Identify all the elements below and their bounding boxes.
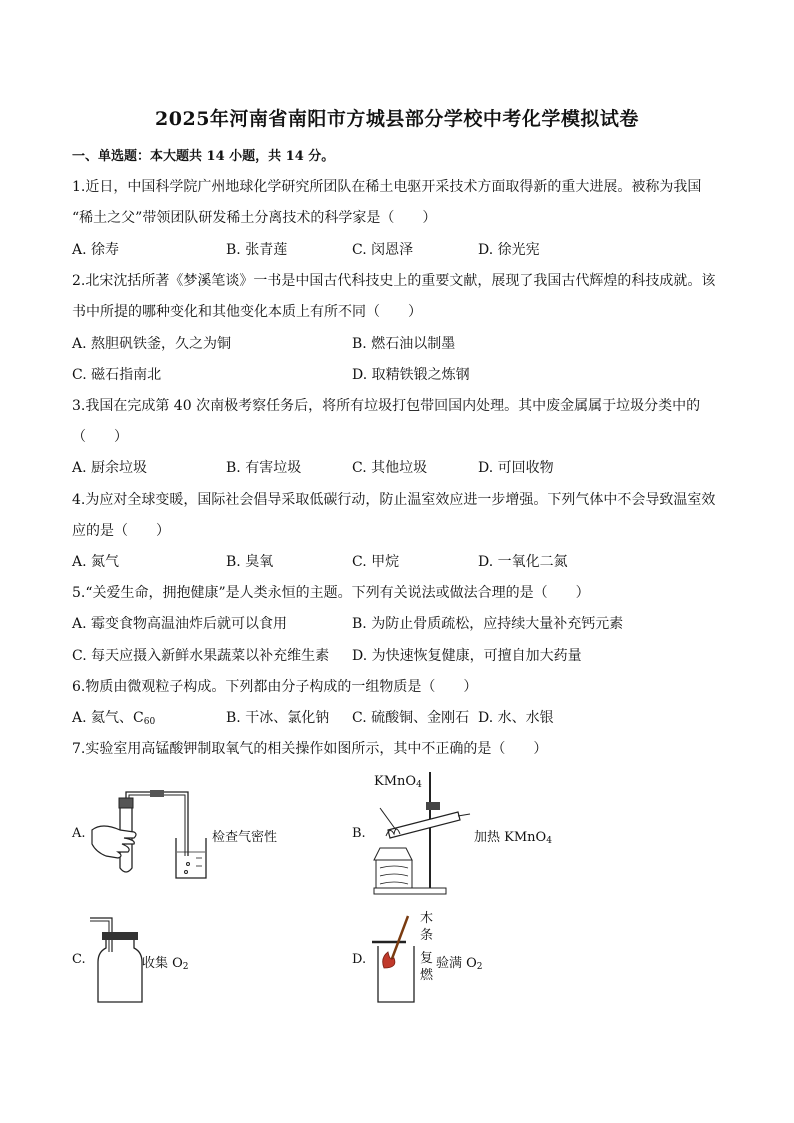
q7-fig-d-caption-subscript: 2 [476, 962, 483, 972]
section-heading: 一、单选题：本大题共 14 小题，共 14 分。 [72, 149, 335, 164]
q5-option-c: C. 每天应摄入新鲜水果蔬菜以补充维生素 [72, 648, 330, 664]
q7-fig-b-caption-text: 加热 KMnO [474, 830, 547, 845]
q7-fig-d-caption-text: 验满 O [436, 956, 477, 971]
q7-fig-d-wood-label [420, 910, 434, 944]
exam-title: 2025年河南省南阳市方城县部分学校中考化学模拟试卷 [155, 108, 639, 130]
q6-option-a-text: A. 氦气、C [72, 710, 144, 726]
q5-option-d: D. 为快速恢复健康，可擅自加大药量 [352, 648, 582, 664]
q3-option-d: D. 可回收物 [478, 460, 554, 476]
q4-option-d: D. 一氧化二氮 [478, 554, 568, 570]
q7-fig-b-caption [474, 826, 552, 846]
q7-fig-c-caption-subscript: 2 [182, 962, 189, 972]
q4-stem-line1: 4.为应对全球变暖，国际社会倡导采取低碳行动，防止温室效应进一步增强。下列气体中不会导致温室效 [72, 492, 716, 508]
q3-stem-line2: （ ） [72, 429, 128, 445]
q6-option-d: D. 水、水银 [478, 710, 554, 726]
q3-option-a: A. 厨余垃圾 [72, 460, 148, 476]
q4-option-a: A. 氮气 [72, 554, 120, 570]
q4-stem-line2: 应的是（ ） [72, 523, 170, 539]
q7-fig-c-letter: C. [72, 952, 86, 967]
q7-fig-b-caption-subscript: 4 [546, 836, 552, 846]
q7-fig-d-wood-char2: 条 [420, 928, 434, 943]
q6-option-c: C. 硫酸铜、金刚石 [352, 710, 470, 726]
q1-option-c: C. 闵恩泽 [352, 242, 414, 258]
oxygen-full-test-figure [370, 912, 426, 1008]
q7-fig-d-letter: D. [352, 952, 367, 967]
q7-fig-a-letter: A. [72, 826, 86, 841]
q6-option-a-subscript: 60 [143, 717, 156, 727]
q7-fig-c-caption-text: 收集 O [142, 956, 183, 971]
q7-fig-b-top-text: KMnO [374, 774, 417, 789]
q2-stem-line2: 书中所提的哪种变化和其他变化本质上有所不同（ ） [72, 304, 422, 320]
heating-apparatus-figure [366, 768, 476, 898]
q4-option-b: B. 臭氧 [226, 554, 274, 570]
q3-option-b: B. 有害垃圾 [226, 460, 302, 476]
q7-fig-c-caption [142, 952, 189, 972]
q2-option-b: B. 燃石油以制墨 [352, 336, 456, 352]
q4-option-c: C. 甲烷 [352, 554, 400, 570]
q7-fig-d-caption [436, 952, 483, 972]
q7-fig-a-caption: 检查气密性 [212, 830, 278, 845]
q2-option-c: C. 磁石指南北 [72, 367, 162, 383]
q7-stem-line1: 7.实验室用高锰酸钾制取氧气的相关操作如图所示，其中不正确的是（ ） [72, 741, 548, 757]
q2-option-d: D. 取精铁锻之炼钢 [352, 367, 470, 383]
q5-option-a: A. 霉变食物高温油炸后就可以食用 [72, 616, 288, 632]
airtightness-check-figure [88, 786, 218, 884]
q5-option-b: B. 为防止骨质疏松，应持续大量补充钙元素 [352, 616, 624, 632]
q1-option-b: B. 张青莲 [226, 242, 288, 258]
q6-option-a [72, 707, 155, 727]
q7-fig-d-wood-char1: 木 [420, 911, 434, 926]
q1-stem-line1: 1.近日，中国科学院广州地球化学研究所团队在稀土电驱开采技术方面取得新的重大进展。被称为我国 [72, 179, 702, 195]
q6-option-b: B. 干冰、氯化钠 [226, 710, 330, 726]
q5-stem-line1: 5.“关爱生命，拥抱健康”是人类永恒的主题。下列有关说法或做法合理的是（ ） [72, 585, 590, 601]
q1-stem-line2: “稀土之父”带领团队研发稀土分离技术的科学家是（ ） [72, 210, 437, 226]
q7-fig-d-rekindle-char2: 燃 [420, 968, 434, 983]
q1-option-a: A. 徐寿 [72, 242, 120, 258]
q7-fig-b-letter: B. [352, 826, 366, 841]
q2-option-a: A. 熬胆矾铁釜，久之为铜 [72, 336, 232, 352]
q2-stem-line1: 2.北宋沈括所著《梦溪笔谈》一书是中国古代科技史上的重要文献，展现了我国古代辉煌的科技成就。该 [72, 273, 716, 289]
q7-fig-b-top-subscript: 4 [416, 780, 422, 790]
q1-option-d: D. 徐光宪 [478, 242, 540, 258]
q6-stem-line1: 6.物质由微观粒子构成。下列都由分子构成的一组物质是（ ） [72, 679, 478, 695]
gas-collection-figure [88, 912, 148, 1004]
q3-stem-line1: 3.我国在完成第 40 次南极考察任务后，将所有垃圾打包带回国内处理。其中废金属属于垃圾分类中的 [72, 398, 701, 414]
q7-fig-d-rekindle-char1: 复 [420, 951, 434, 966]
q7-fig-d-rekindle-label [420, 950, 434, 984]
q3-option-c: C. 其他垃圾 [352, 460, 428, 476]
